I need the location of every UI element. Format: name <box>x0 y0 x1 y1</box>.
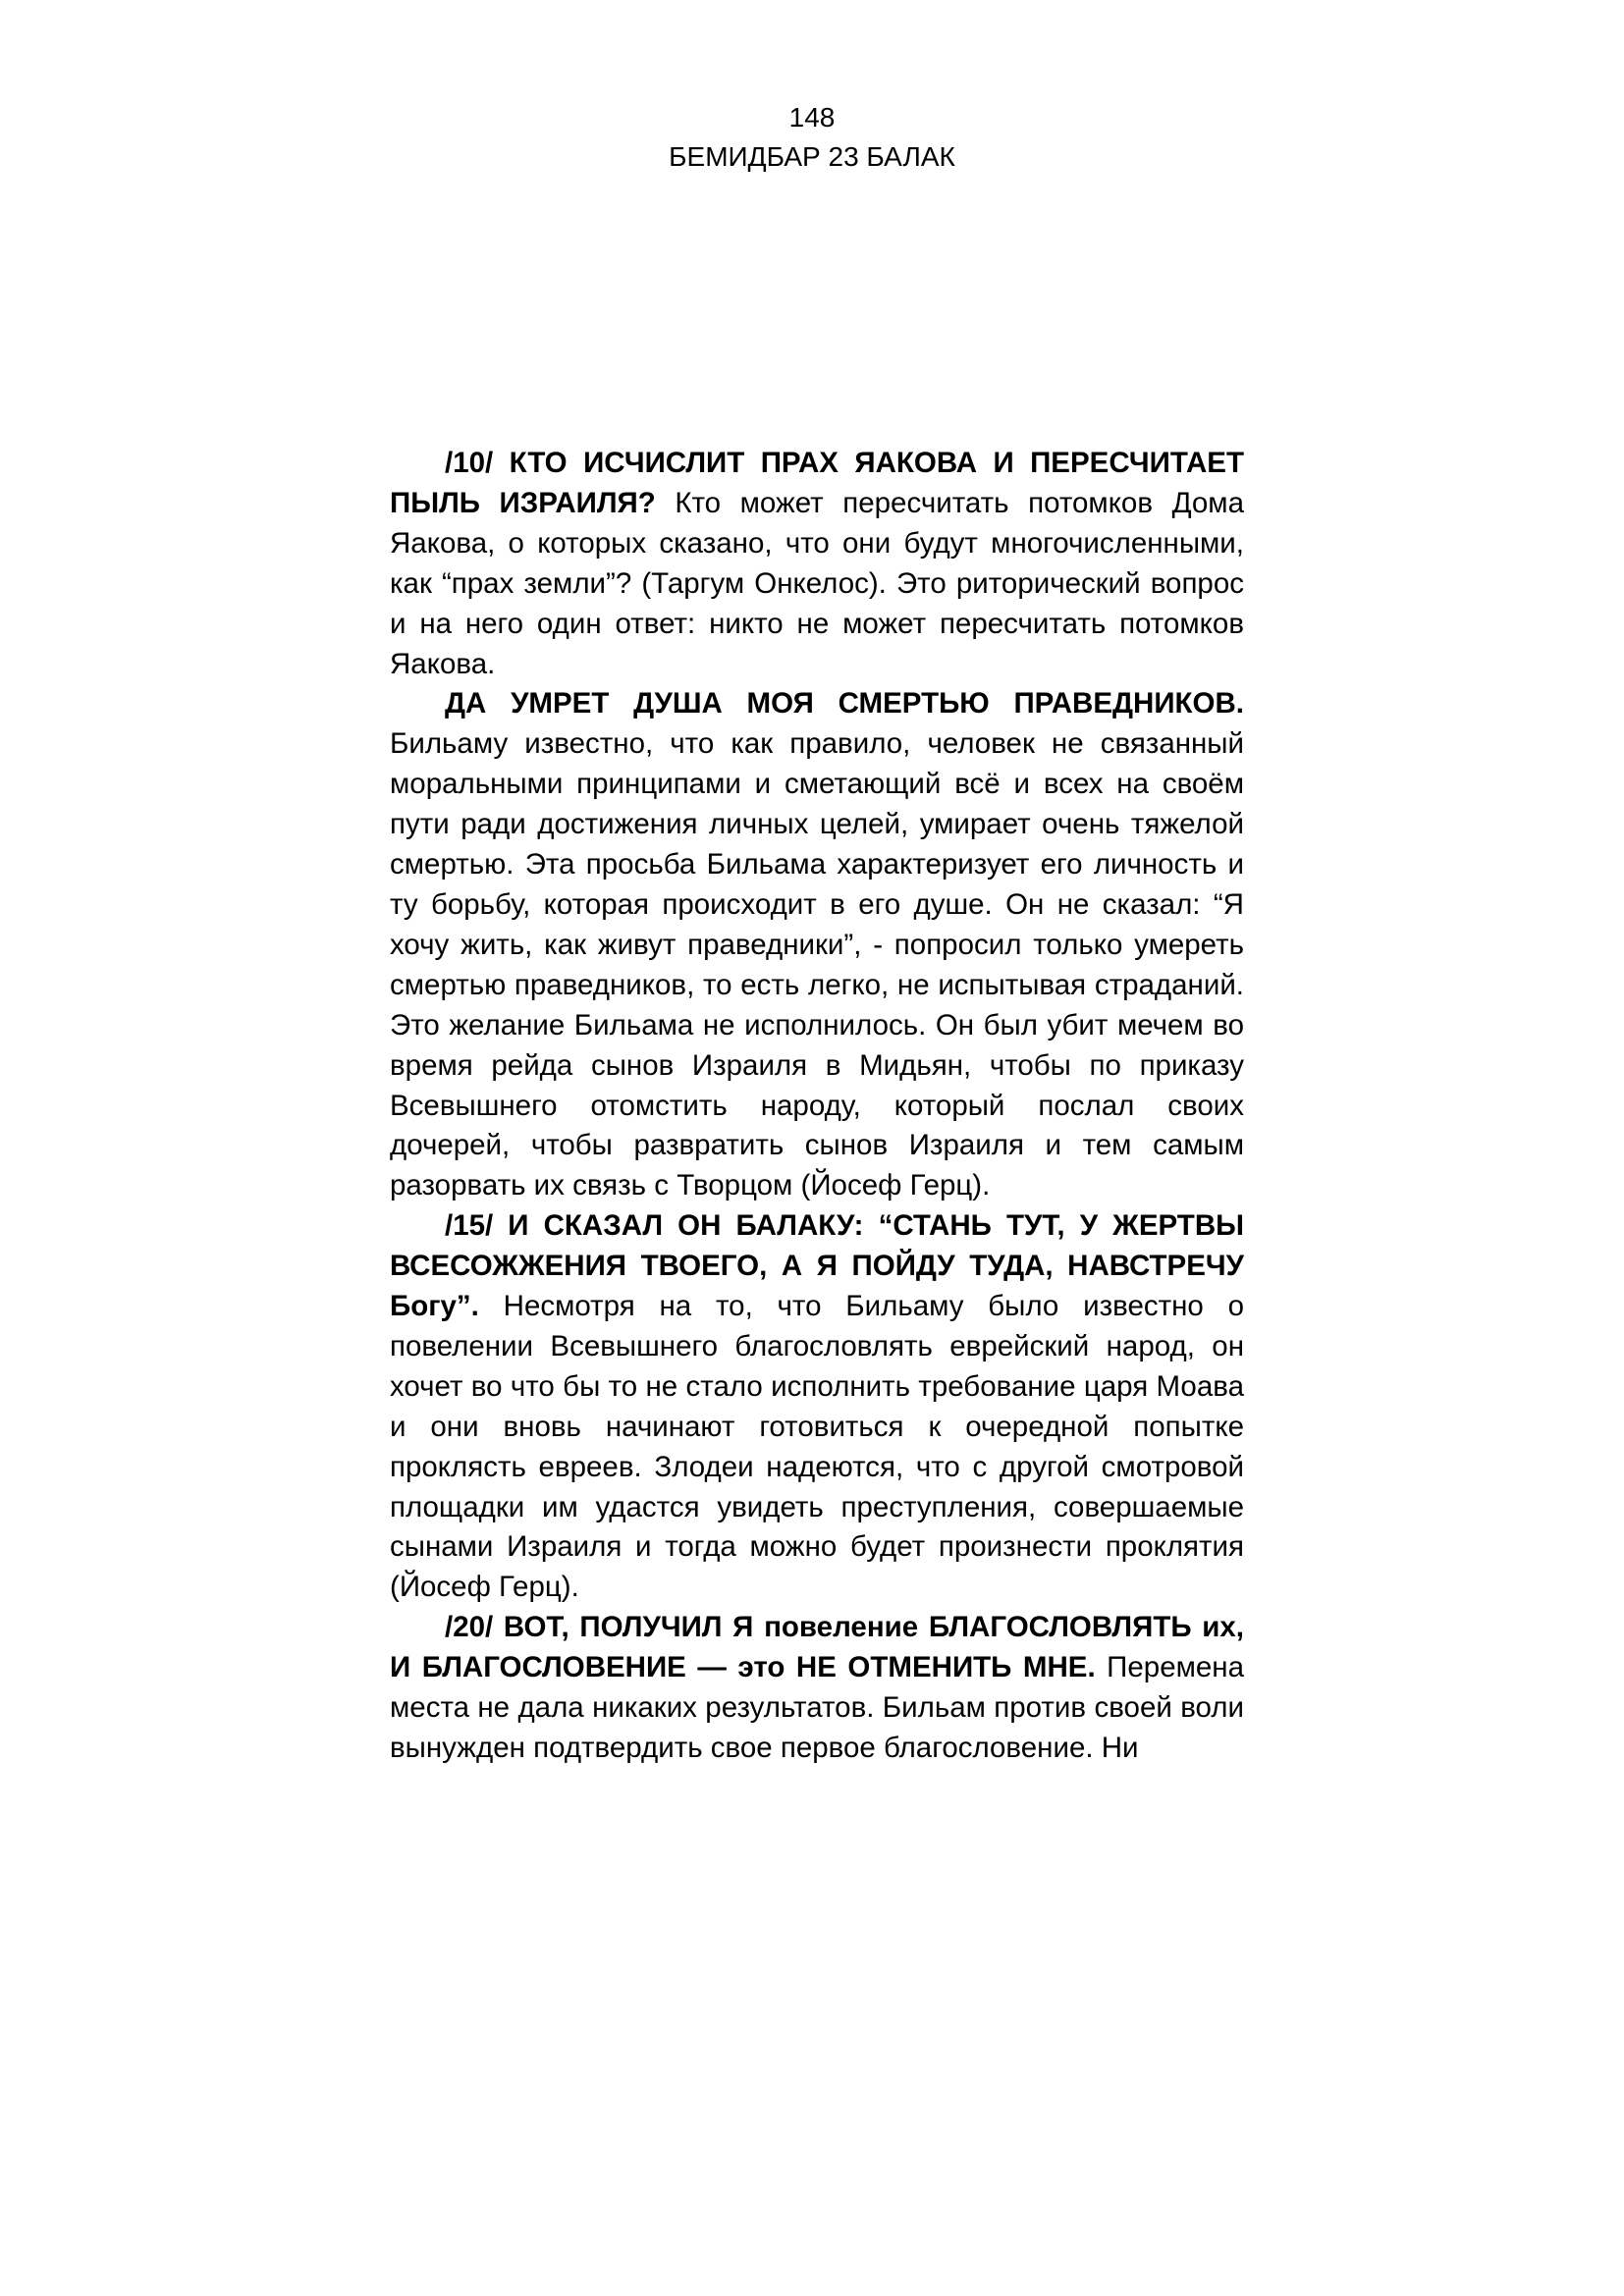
commentary-body <box>390 444 1244 1769</box>
commentary-text: Несмотря на то, что Бильаму было известно о повелении Всевышнего благословлять еврейский народ, он хочет во что бы то не стало исполнить требование царя Моава и они вновь начинают готовиться к очередной попытке проклясть евреев. Злодеи надеются, что с другой смотровой площадки им удастся увидеть преступления, совершаемые сынами Израиля и тогда можно будет произнести проклятия (Йосеф Герц). <box>390 1290 1244 1604</box>
running-title: БЕМИДБАР 23 БАЛАК <box>669 141 955 172</box>
page-header <box>0 98 1624 177</box>
verse-heading: /20/ ВОТ, ПОЛУЧИЛ Я повеление БЛАГОСЛОВЛЯТЬ их, И БЛАГОСЛОВЕНИЕ — это НЕ ОТМЕНИТЬ МНЕ. <box>390 1611 1244 1684</box>
commentary-text: Перемена места не дала никаких результатов. Бильам против своей воли вынужден подтвердить свое первое благословение. Ни <box>390 1651 1244 1764</box>
commentary-paragraph <box>390 444 1244 684</box>
verse-heading: /15/ И СКАЗАЛ ОН БАЛАКУ: “СТАНЬ ТУТ, У ЖЕРТВЫ ВСЕСОЖЖЕНИЯ ТВОЕГО, А Я ПОЙДУ ТУДА, НАВСТРЕЧУ Богу”. <box>390 1209 1244 1323</box>
verse-heading: /10/ КТО ИСЧИСЛИТ ПРАХ ЯАКОВА И ПЕРЕСЧИТАЕТ ПЫЛЬ ИЗРАИЛЯ? <box>390 447 1244 519</box>
commentary-text: Кто может пересчитать потомков Дома Яакова, о которых сказано, что они будут многочисленными, как “прах земли”? (Таргум Онкелос). Это риторический вопрос и на него один ответ: никто не может пересчитать потомков Яакова. <box>390 486 1244 680</box>
verse-heading: ДА УМРЕТ ДУША МОЯ СМЕРТЬЮ ПРАВЕДНИКОВ. <box>445 687 1244 721</box>
commentary-paragraph <box>390 684 1244 1206</box>
commentary-text: Бильаму известно, что как правило, человек не связанный моральными принципами и сметающий всё и всех на своём пути ради достижения личных целей, умирает очень тяжелой смертью. Эта просьба Бильама характеризует его личность и ту борьбу, которая происходит в его душе. Он не сказал: “Я хочу жить, как живут праведники”, - попросил только умереть смертью праведников, то есть легко, не испытывая страданий. Это желание Бильама не исполнилось. Он был убит мечем во время рейда сынов Израиля в Мидьян, чтобы по приказу Всевышнего отомстить народу, который послал своих дочерей, чтобы развратить сынов Израиля и тем самым разорвать их связь с Творцом (Йосеф Герц). <box>390 727 1244 1202</box>
commentary-paragraph <box>390 1608 1244 1769</box>
page-number: 148 <box>788 102 836 133</box>
commentary-paragraph <box>390 1206 1244 1608</box>
